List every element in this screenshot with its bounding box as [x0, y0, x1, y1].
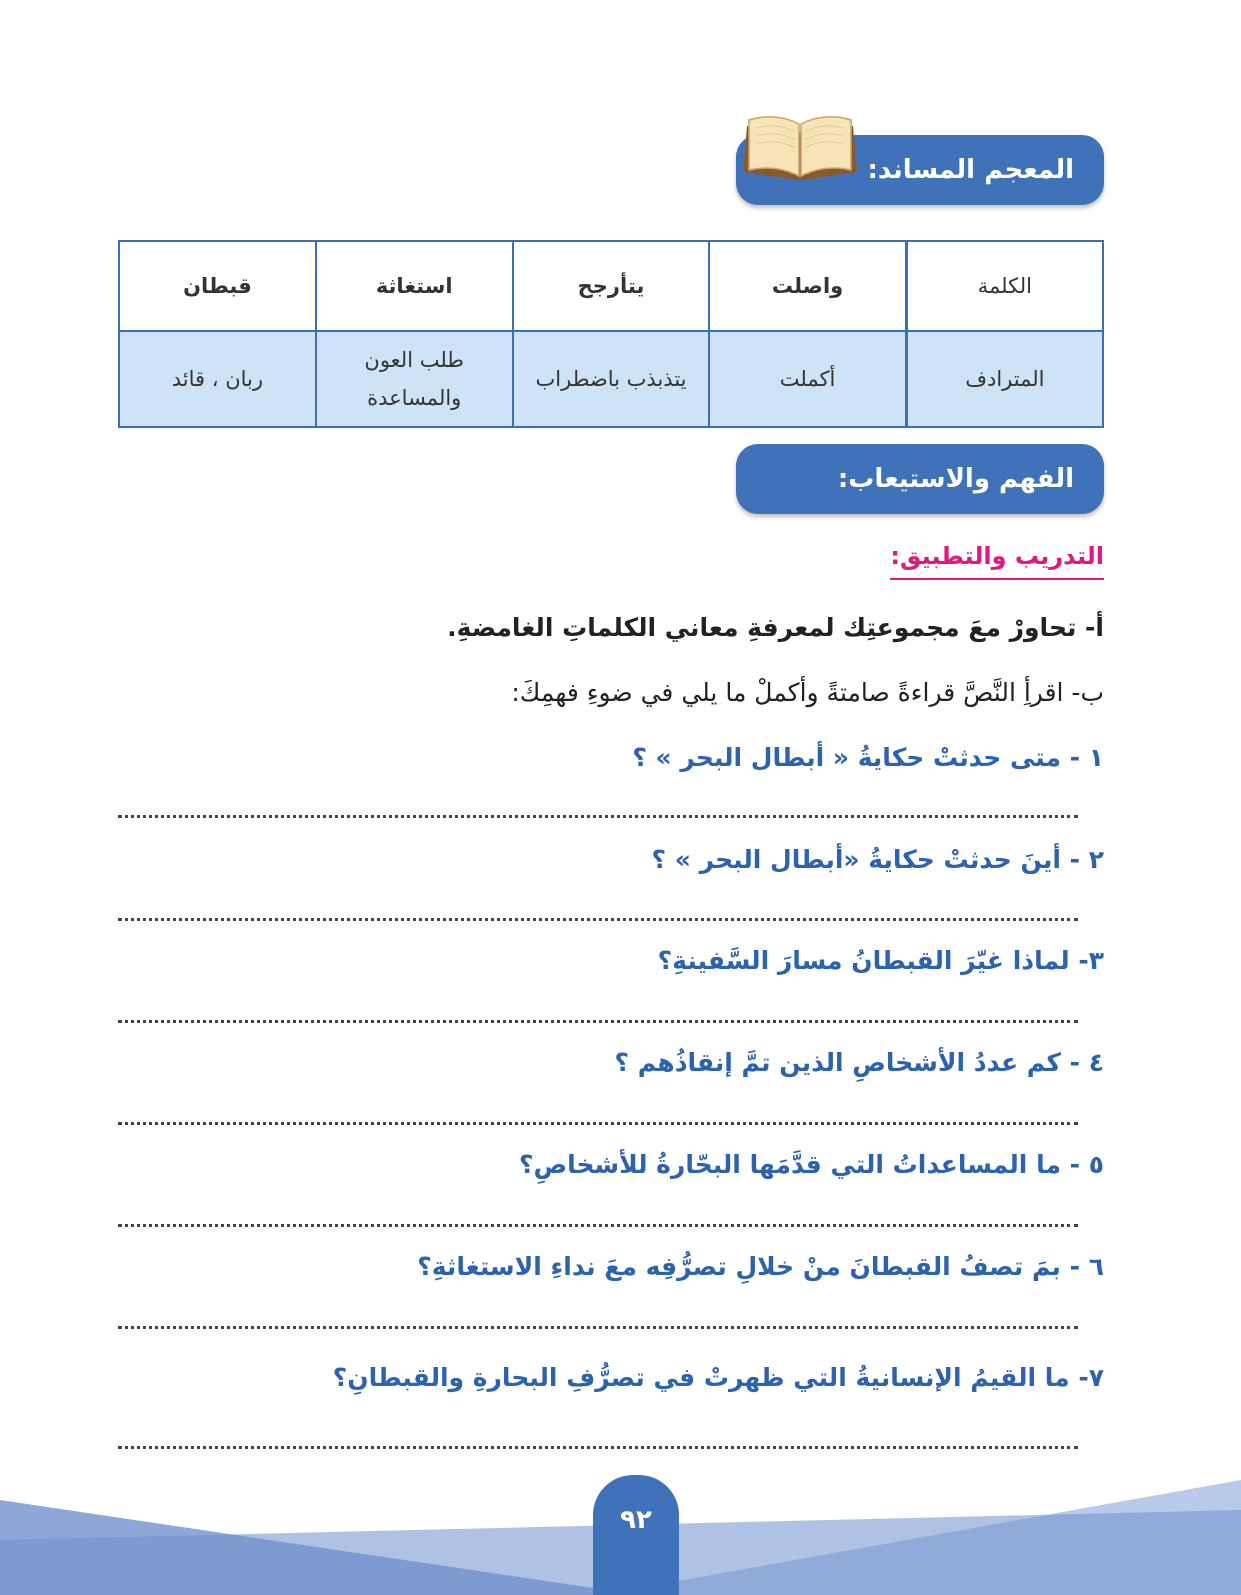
table-cell-synonym: يتذبذب باضطراب — [513, 331, 710, 427]
answer-line-6[interactable] — [118, 1326, 1078, 1329]
question-3: ٣- لماذا غيّرَ القبطانُ مسارَ السَّفينةِ؟ — [657, 946, 1104, 975]
page-number-badge — [593, 1475, 679, 1595]
vocabulary-table — [118, 240, 1104, 428]
answer-line-1[interactable] — [118, 815, 1078, 818]
instruction-b: ب- اقرأِ النَّصَّ قراءةً صامتةً وأكملْ ما يلي في ضوءِ فهمِكَ: — [511, 678, 1104, 707]
practice-title: التدريب والتطبيق: — [890, 542, 1104, 580]
table-cell-synonym: طلب العون والمساعدة — [316, 331, 513, 427]
answer-line-3[interactable] — [118, 1020, 1078, 1023]
comprehension-header — [736, 444, 1104, 514]
answer-line-4[interactable] — [118, 1122, 1078, 1125]
answer-line-2[interactable] — [118, 918, 1078, 921]
table-cell-word: استغاثة — [316, 241, 513, 331]
question-1: ١ - متى حدثتْ حكايةُ « أبطال البحر » ؟ — [632, 743, 1104, 772]
table-cell-synonym: أكملت — [709, 331, 906, 427]
open-book-icon — [735, 110, 865, 190]
question-2: ٢ - أينَ حدثتْ حكايةُ «أبطال البحر » ؟ — [651, 845, 1104, 874]
page-number: ٩٢ — [620, 1505, 652, 1535]
question-6: ٦ - بمَ تصفُ القبطانَ منْ خلالِ تصرُّفِه معَ نداءِ الاستغاثةِ؟ — [417, 1252, 1104, 1281]
instruction-a: أ- تحاورْ معَ مجموعتِك لمعرفةِ معاني الكلماتِ الغامضةِ. — [447, 613, 1104, 642]
question-5: ٥ - ما المساعداتُ التي قدَّمَها البحّارةُ للأشخاصِ؟ — [518, 1150, 1104, 1179]
table-cell-word: يتأرجح — [513, 241, 710, 331]
table-cell-word: واصلت — [709, 241, 906, 331]
table-cell-synonym-label: المترادف — [906, 331, 1103, 427]
table-cell-word: قبطان — [119, 241, 316, 331]
answer-line-7[interactable] — [118, 1446, 1078, 1449]
dictionary-header-label: المعجم المساند: — [867, 155, 1074, 185]
question-4: ٤ - كم عددُ الأشخاصِ الذين تمَّ إنقاذُهم ؟ — [614, 1048, 1104, 1077]
answer-line-5[interactable] — [118, 1224, 1078, 1227]
comprehension-header-label: الفهم والاستيعاب: — [837, 464, 1074, 494]
table-row-synonyms — [119, 331, 1103, 427]
table-row-words — [119, 241, 1103, 331]
table-cell-word-label: الكلمة — [906, 241, 1103, 331]
question-7: ٧- ما القيمُ الإنسانيةُ التي ظهرتْ في تصرُّفِ البحارةِ والقبطانِ؟ — [332, 1363, 1104, 1392]
table-cell-synonym: ربان ، قائد — [119, 331, 316, 427]
